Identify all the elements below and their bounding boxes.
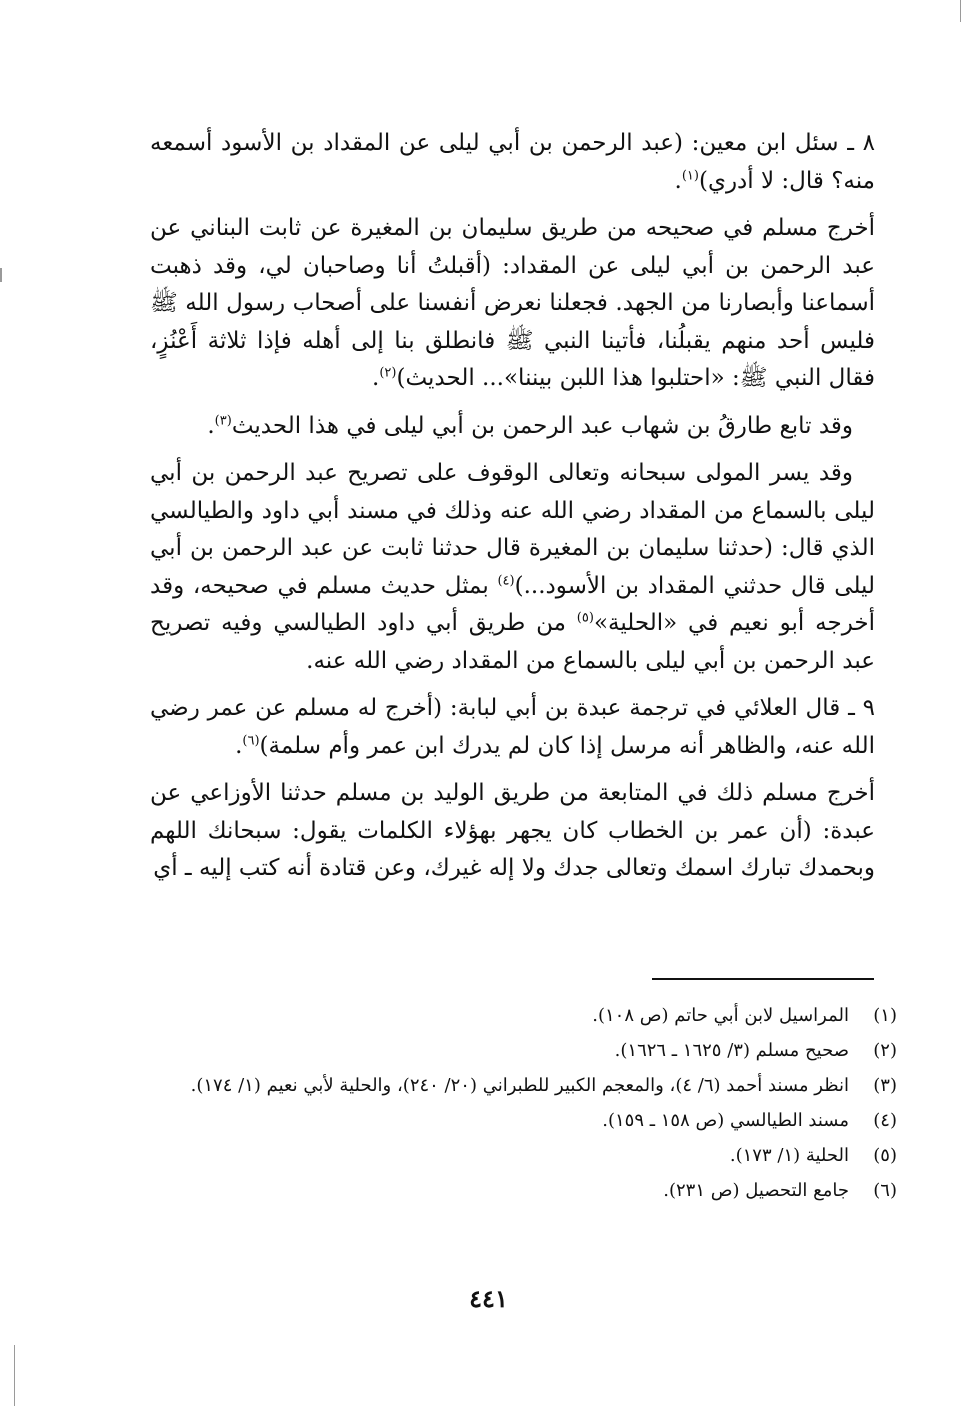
footnote-text: صحيح مسلم (٣/ ١٦٢٥ ـ ١٦٢٦). — [614, 1040, 849, 1061]
footnote-text: الحلية (١/ ١٧٣). — [729, 1145, 849, 1166]
paragraph-tail: . — [235, 732, 243, 759]
scan-edge-line — [960, 0, 961, 22]
paragraph-text: ٩ ـ قال العلائي في ترجمة عبدة بن أبي لبابة: (أخرج له مسلم عن عمر رضي الله عنه، والظاهر أنه مرسل إذا كان لم يدرك ابن عمر وأم سلمة) — [150, 695, 875, 759]
footnote-separator — [652, 978, 874, 980]
scan-edge-line — [0, 268, 2, 282]
footnote-number: (٣) — [873, 1075, 897, 1096]
paragraph-text: ٨ ـ سئل ابن معين: (عبد الرحمن بن أبي ليلى عن المقداد بن الأسود أسمعه منه؟ قال: لا أدري) — [150, 130, 875, 194]
footnote-text: جامع التحصيل (ص ٢٣١). — [663, 1180, 849, 1201]
footnote-ref[interactable]: (٤) — [497, 572, 515, 588]
scan-edge-line — [14, 1345, 15, 1406]
paragraph — [150, 210, 875, 398]
footnote — [150, 1068, 897, 1103]
paragraph-tail: من طريق أبي داود الطيالسي وفيه تصريح عبد الرحمن بن أبي ليلى بالسماع من المقداد رضي الله عنه. — [150, 610, 875, 674]
footnote — [150, 1138, 897, 1173]
footnote-number: (٢) — [873, 1040, 897, 1061]
footnote-ref[interactable]: (٦) — [242, 732, 260, 748]
page-number: ٤٤١ — [469, 1284, 508, 1313]
footnote — [150, 1103, 897, 1138]
paragraph — [150, 775, 875, 888]
footnote — [150, 1033, 897, 1068]
paragraph-tail: . — [372, 365, 380, 391]
footnote-text: المراسيل لابن أبي حاتم (ص ١٠٨). — [592, 1005, 849, 1026]
footnote-number: (٤) — [873, 1110, 897, 1131]
paragraph-8 — [150, 125, 875, 200]
paragraph — [150, 455, 875, 680]
footnote — [150, 998, 897, 1033]
paragraph-text: أخرج مسلم ذلك في المتابعة من طريق الوليد بن مسلم حدثنا الأوزاعي عن عبدة: (أن عمر بن الخطاب كان يجهر بهؤلاء الكلمات يقول: سبحانك اللهم وبحمدك تبارك اسمك وتعالى جدك ولا إله غيرك، وعن قتادة أنه كتب إليه ـ أي — [150, 780, 875, 881]
footnote-ref[interactable]: (٣) — [214, 412, 232, 428]
footnote-text: انظر مسند أحمد (٦/ ٤)، والمعجم الكبير للطبراني (٢٠/ ٢٤٠)، والحلية لأبي نعيم (١/ ١٧٤). — [190, 1075, 849, 1096]
footnote-ref[interactable]: (٥) — [576, 610, 594, 626]
paragraph-9 — [150, 690, 875, 765]
paragraph — [150, 408, 875, 446]
footnotes — [150, 998, 897, 1208]
footnote-number: (٦) — [873, 1180, 897, 1201]
paragraph-text: أخرج مسلم في صحيحه من طريق سليمان بن المغيرة عن ثابت البناني عن عبد الرحمن بن أبي ليلى عن المقداد: (أقبلتُ أنا وصاحبان لي، وقد ذهبت أسماعنا وأبصارنا من الجهد. فجعلنا نعرض أنفسنا على أصحاب رسول الله ﷺ فليس أحد منهم يقبلُنا، فأتينا النبي ﷺ فانطلق بنا إلى أهله فإذا ثلاثة أَعْنُزٍ، فقال النبي ﷺ: «احتلبوا هذا اللبن بيننا»... الحديث) — [150, 215, 875, 391]
footnote-number: (١) — [873, 1005, 897, 1026]
footnote-ref[interactable]: (١) — [681, 167, 699, 183]
footnote-ref[interactable]: (٢) — [379, 365, 397, 381]
footnote — [150, 1173, 897, 1208]
paragraph-text: وقد يسر المولى سبحانه وتعالى الوقوف على تصريح عبد الرحمن بن أبي ليلى بالسماع من المقداد رضي الله عنه وذلك في مسند أبي داود والطيالسي الذي قال: (حدثنا سليمان بن المغيرة قال حدثنا ثابت عن عبد الرحمن بن أبي ليلى قال حدثني المقداد بن الأسود...) — [150, 460, 876, 599]
paragraph-text: بمثل حديث مسلم في صحيحه، وقد أخرجه أبو نعيم في «الحلية» — [150, 572, 875, 636]
footnote-text: مسند الطيالسي (ص ١٥٨ ـ ١٥٩). — [602, 1110, 849, 1131]
main-text — [150, 125, 875, 898]
paragraph-tail: . — [207, 412, 215, 439]
footnote-number: (٥) — [873, 1145, 897, 1166]
paragraph-tail: . — [674, 167, 682, 194]
paragraph-text: وقد تابع طارقُ بن شهاب عبد الرحمن بن أبي ليلى في هذا الحديث — [231, 412, 853, 439]
